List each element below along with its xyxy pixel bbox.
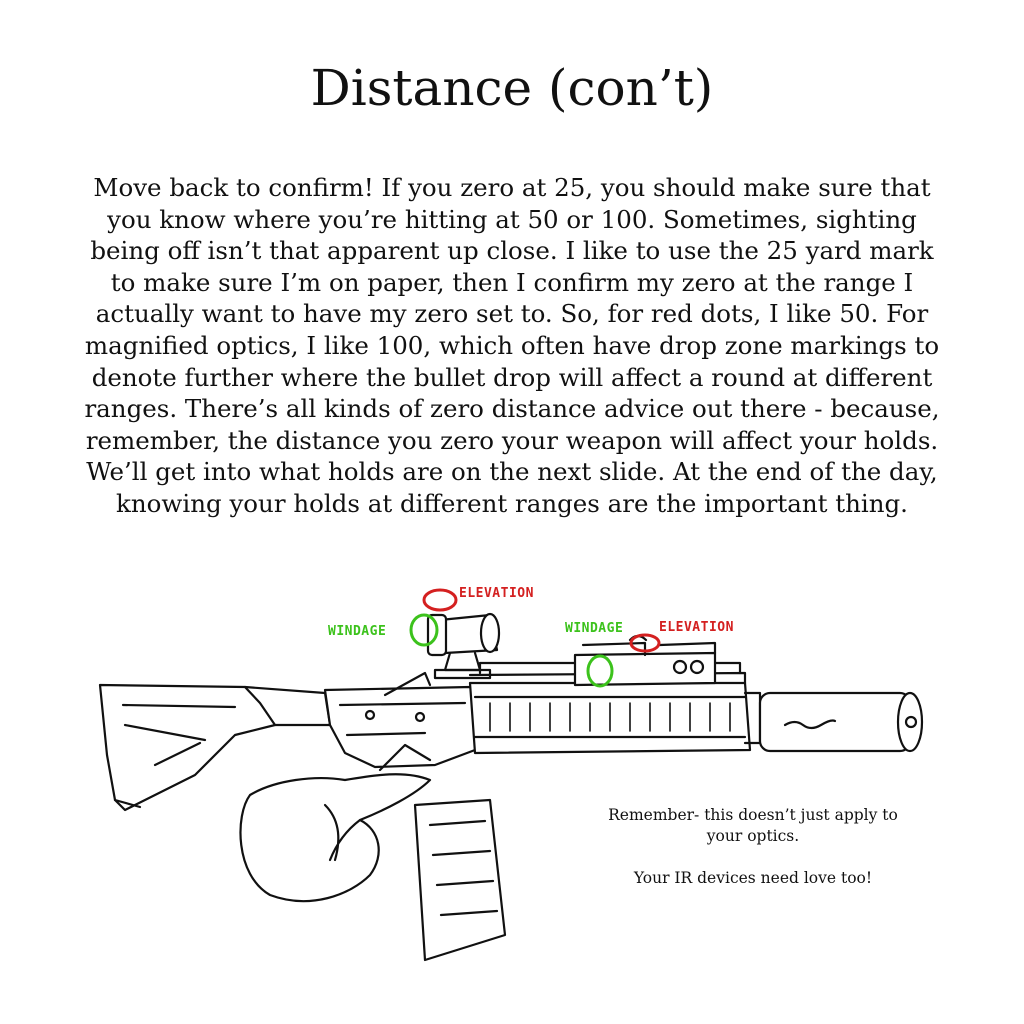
scope-drawing [428,614,499,678]
hand-drawing [240,745,430,901]
ir-elevation-label: ELEVATION [659,620,734,635]
optic-windage-label: WINDAGE [328,624,387,639]
note-line-1: Remember- this doesn’t just apply to your optics. [608,806,898,845]
optic-elevation-circle [424,590,456,610]
rifle-illustration [85,575,955,975]
note-box [588,805,918,889]
ir-device-drawing [575,636,715,685]
receiver-drawing [325,673,480,767]
page-title: Distance (con’t) [310,59,714,117]
magazine-drawing [415,800,505,960]
optic-elevation-label: ELEVATION [459,586,534,601]
note-line-2: Your IR devices need love too! [633,869,873,887]
suppressor-drawing [745,693,922,751]
ir-windage-label: WINDAGE [565,621,624,636]
body-paragraph: Move back to confirm! If you zero at 25, you should make sure that you know where you’re hitting at 50 or 100. Sometimes, sighting being off isn’t that apparent up close. I like to use the 25 yard mark to make sure I’m on paper, then I confirm my zero at the range I actually want to have my zero set to. So, for red dots, I like 50. For magnified optics, I like 100, which often have drop zone markings to denote further where the bullet drop will affect a round at different ranges. There’s all kinds of zero distance advice out there - because, remember, the distance you zero your weapon will affect your holds. We’ll get into what holds are on the next slide. At the end of the day, knowing your holds at different ranges are the important thing. [84,173,940,518]
